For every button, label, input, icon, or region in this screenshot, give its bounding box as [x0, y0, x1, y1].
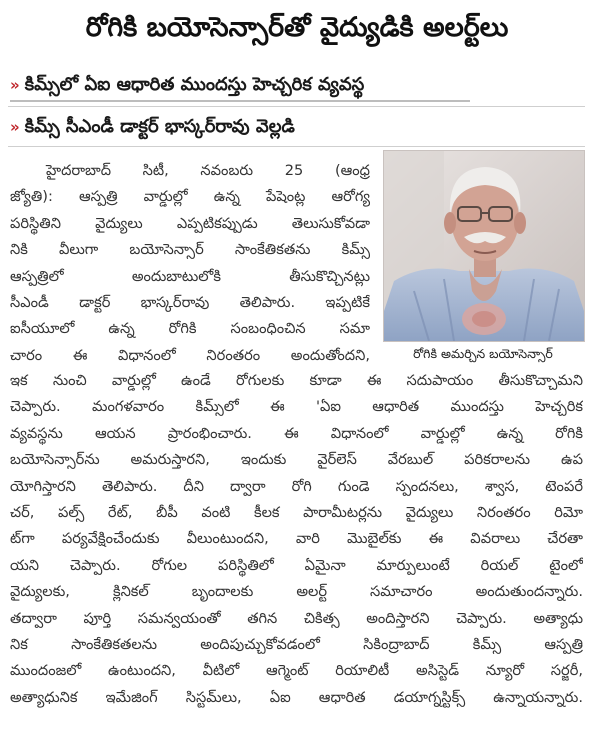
body-line: చారం ఈ విధానంలో నిరంతరం అందుతోందని, [10, 346, 370, 364]
subhead-marker-icon: » [10, 76, 17, 94]
headline: రోగికి బయోసెన్సార్‌తో వైద్యుడికి అలర్ట్‌లు [85, 12, 509, 43]
subheading-2 [10, 112, 570, 142]
divider [8, 146, 585, 147]
body-line: ముందంజలో ఉంటుందని, వీటిలో ఆగ్మెంట్ రియాలిటీ అసిస్టెడ్ న్యూరో సర్జరీ, [10, 662, 583, 680]
patient-illustration [384, 151, 584, 341]
body-line: అత్యాధునిక ఇమేజింగ్ సిస్టమ్‌లు, ఏఐ ఆధారిత డయాగ్నస్టిక్స్ ఉన్నాయన్నారు. [10, 688, 583, 706]
divider [8, 106, 585, 107]
subheading-2-text: కిమ్స్ సీఎండీ డాక్టర్ భాస్కర్‌రావు వెల్లడి [24, 116, 295, 137]
body-line: ఇక నుంచి వార్డుల్లో ఉండే రోగులకు కూడా ఈ సదుపాయం తీసుకొచ్చామని [10, 372, 583, 389]
body-line: హైదరాబాద్ సిటీ, నవంబరు 25 (ఆంధ్ర [46, 162, 370, 179]
body-line: వైద్యులకు, క్లినికల్ బృందాలకు అలర్ట్ సమాచారం అందుతుందన్నారు. [10, 583, 583, 601]
body-line: ట్‌గా పర్యవేక్షించేందుకు వీలుంటుందని, వారి మొబైల్‌కు ఈ వివరాలు చేరతా [10, 530, 583, 548]
photo-caption: రోగికి అమర్చిన బయోసెన్సార్ [413, 346, 553, 361]
body-line: నికి వీలుగా బయోసెన్సార్ సాంకేతికతను కిమ్స్ [10, 241, 370, 259]
body-line: యోగిస్తారని తెలిపారు. దీని ద్వారా రోగి గుండె స్పందనలు, శ్వాస, టెంపరే [10, 477, 583, 495]
body-line: బయోసెన్సార్‌ను అమరుస్తారని, ఇందుకు వైర్‌లెస్ వేరబుల్ పరికరాలను ఉప [10, 451, 583, 469]
article-body-column [10, 158, 370, 369]
body-line: యని చెప్పారు. రోగుల పరిస్థితిలో ఏమైనా మార్పులుంటే రియల్ టైంలో [10, 556, 583, 574]
body-line: నిక సాంకేతికతలను అందిపుచ్చుకోవడంలో సికింద్రాబాద్ కిమ్స్ ఆస్పత్రి [10, 635, 583, 653]
patient-photo [383, 150, 585, 342]
body-line: ఆస్పత్రిలో అందుబాటులోకి తీసుకొచ్చినట్లు [10, 267, 370, 285]
subhead-marker-icon: » [10, 118, 17, 136]
body-line: తద్వారా పూర్తి సమన్వయంతో తగిన చికిత్స అందిస్తారని చెప్పారు. అత్యాధు [10, 609, 583, 627]
body-line: వ్యవస్థను ఆయన ప్రారంభించారు. ఈ విధానంలో వార్డుల్లో ఉన్న రోగికి [10, 424, 583, 442]
body-line: చర్, పల్స్ రేట్, బీపీ వంటి కీలక పారామీటర్లను వైద్యులు నిరంతరం రిమో [10, 503, 583, 521]
body-line: పరిస్థితిని వైద్యులు ఎప్పటికప్పుడు తెలుసుకోవడా [10, 214, 370, 232]
subheading-1-text: కిమ్స్‌లో ఏఐ ఆధారిత ముందస్తు హెచ్చరిక వ్యవస్థ [24, 74, 365, 95]
body-line: ఐసీయూలో ఉన్న రోగికి సంబంధించిన సమా [10, 320, 370, 338]
body-line: సీఎండీ డాక్టర్ భాస్కర్‌రావు తెలిపారు. ఇప్పటికే [10, 293, 370, 311]
article-body-full [10, 368, 583, 711]
body-line: చెప్పారు. మంగళవారం కిమ్స్‌లో ఈ 'ఏఐ ఆధారిత ముందస్తు హెచ్చరిక [10, 398, 583, 416]
body-line: జ్యోతి): ఆస్పత్రి వార్డుల్లో ఉన్న పేషెంట్ల ఆరోగ్య [10, 188, 370, 206]
subheading-1 [10, 70, 470, 102]
